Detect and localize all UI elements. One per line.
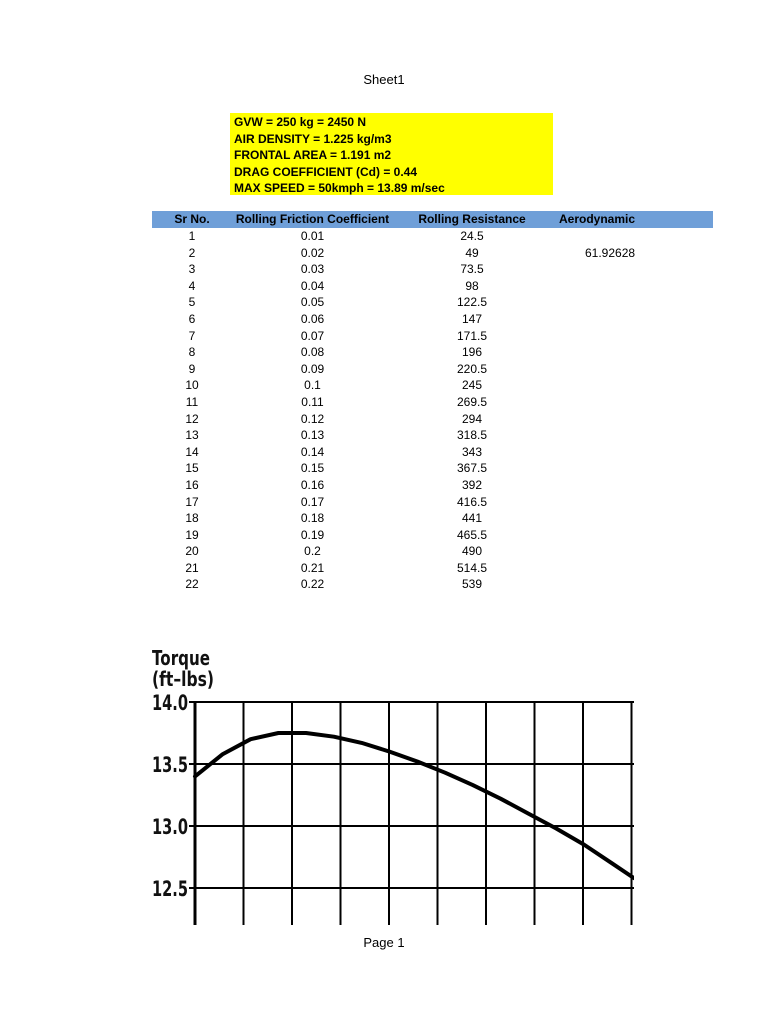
parameters-box: [230, 113, 553, 195]
cell-sr-no: 2: [188, 245, 196, 260]
cell-rolling-friction: 0.19: [300, 527, 325, 542]
param-gvw: GVW = 250 kg = 2450 N: [234, 115, 367, 129]
table-header: [152, 211, 713, 228]
cell-rolling-friction: 0.08: [300, 345, 325, 360]
table-row: [152, 261, 713, 278]
header-rolling-friction: Rolling Friction Coefficient: [235, 212, 390, 226]
cell-rolling-resistance: 343: [461, 444, 483, 459]
cell-sr-no: 6: [188, 311, 196, 326]
table-row: [152, 477, 713, 494]
cell-sr-no: 9: [188, 361, 196, 376]
table-row: [152, 377, 713, 394]
cell-rolling-resistance: 98: [465, 278, 479, 293]
cell-rolling-friction: 0.21: [300, 560, 325, 575]
table-row: [152, 510, 713, 527]
table-row: [152, 494, 713, 511]
cell-sr-no: 5: [188, 295, 196, 310]
cell-sr-no: 4: [188, 278, 196, 293]
table-row: [152, 444, 713, 461]
cell-sr-no: 10: [185, 378, 199, 393]
table-body: [152, 228, 713, 593]
table-row: [152, 543, 713, 560]
cell-rolling-resistance: 147: [461, 311, 483, 326]
param-frontal-area: FRONTAL AREA = 1.191 m2: [234, 148, 392, 163]
cell-rolling-resistance: 367.5: [456, 461, 488, 476]
y-tick-label: 12.5: [152, 877, 188, 901]
cell-sr-no: 21: [185, 560, 199, 575]
data-table: [152, 211, 713, 593]
cell-rolling-resistance: 49: [465, 245, 479, 260]
cell-sr-no: 8: [188, 345, 196, 360]
cell-rolling-friction: 0.05: [300, 295, 325, 310]
cell-sr-no: 7: [188, 328, 196, 343]
cell-rolling-resistance: 269.5: [456, 394, 488, 409]
cell-rolling-friction: 0.13: [300, 428, 325, 443]
cell-rolling-friction: 0.18: [300, 511, 325, 526]
cell-sr-no: 15: [185, 461, 199, 476]
cell-sr-no: 3: [188, 262, 196, 277]
cell-rolling-resistance: 171.5: [456, 328, 488, 343]
cell-rolling-friction: 0.15: [300, 461, 325, 476]
cell-rolling-friction: 0.09: [300, 361, 325, 376]
cell-rolling-friction: 0.06: [300, 311, 325, 326]
table-row: [152, 344, 713, 361]
table-row: [152, 361, 713, 378]
param-max-speed: MAX SPEED = 50kmph = 13.89 m/sec: [234, 181, 445, 196]
table-row: [152, 228, 713, 245]
cell-rolling-friction: 0.1: [304, 378, 321, 393]
cell-sr-no: 12: [185, 411, 199, 426]
cell-sr-no: 22: [185, 577, 199, 592]
cell-rolling-friction: 0.11: [301, 394, 324, 409]
table-row: [152, 560, 713, 577]
cell-rolling-resistance: 416.5: [456, 494, 488, 509]
cell-rolling-friction: 0.17: [300, 494, 325, 509]
table-row: [152, 411, 713, 428]
table-row: [152, 576, 713, 593]
cell-sr-no: 14: [185, 444, 199, 459]
page-title: Sheet1: [363, 72, 405, 87]
cell-sr-no: 16: [185, 477, 199, 492]
cell-rolling-resistance: 196: [461, 345, 483, 360]
table-row: [152, 527, 713, 544]
table-row: [152, 311, 713, 328]
cell-rolling-resistance: 24.5: [460, 229, 484, 243]
cell-rolling-friction: 0.22: [300, 577, 325, 592]
y-tick-label: 13.5: [152, 753, 188, 777]
cell-rolling-friction: 0.12: [300, 411, 325, 426]
cell-aerodynamic: 61.92628: [585, 245, 636, 260]
table-row: [152, 294, 713, 311]
cell-rolling-resistance: 465.5: [456, 527, 488, 542]
cell-sr-no: 19: [185, 527, 199, 542]
cell-rolling-friction: 0.16: [300, 477, 325, 492]
cell-rolling-resistance: 294: [461, 411, 483, 426]
table-row: [152, 328, 713, 345]
page-footer: Page 1: [363, 935, 405, 950]
cell-sr-no: 13: [185, 428, 199, 443]
y-tick-label: 13.0: [152, 815, 188, 839]
y-tick-label: 14.0: [152, 691, 188, 715]
header-rolling-resistance: Rolling Resistance: [418, 212, 526, 226]
cell-sr-no: 17: [185, 494, 199, 509]
cell-rolling-friction: 0.14: [300, 444, 325, 459]
cell-rolling-resistance: 318.5: [456, 428, 488, 443]
table-row: [152, 427, 713, 444]
param-air-density: AIR DENSITY = 1.225 kg/m3: [234, 131, 392, 146]
table-row: [152, 460, 713, 477]
y-axis-unit-label: (ft–lbs): [152, 667, 214, 691]
cell-rolling-resistance: 514.5: [456, 560, 488, 575]
cell-rolling-resistance: 245: [461, 378, 483, 393]
cell-sr-no: 18: [185, 511, 199, 526]
cell-sr-no: 1: [188, 229, 196, 243]
torque-chart: [150, 640, 634, 925]
cell-rolling-friction: 0.2: [304, 544, 321, 559]
cell-rolling-resistance: 441: [461, 511, 483, 526]
cell-sr-no: 20: [185, 544, 199, 559]
param-drag-coefficient: DRAG COEFFICIENT (Cd) = 0.44: [234, 164, 418, 179]
cell-rolling-resistance: 539: [461, 577, 483, 592]
cell-rolling-friction: 0.03: [300, 262, 325, 277]
cell-rolling-friction: 0.01: [300, 229, 325, 243]
header-sr-no: Sr No.: [174, 212, 210, 226]
table-row: [152, 394, 713, 411]
table-row: [152, 278, 713, 295]
header-aerodynamic: Aerodynamic: [559, 212, 636, 226]
torque-curve: [195, 733, 634, 878]
cell-rolling-resistance: 392: [461, 477, 483, 492]
cell-rolling-resistance: 73.5: [460, 262, 484, 277]
cell-rolling-friction: 0.02: [300, 245, 325, 260]
y-axis-label: Torque: [152, 646, 210, 670]
table-row: [152, 245, 713, 262]
cell-rolling-resistance: 220.5: [456, 361, 488, 376]
cell-rolling-resistance: 490: [461, 544, 483, 559]
cell-rolling-friction: 0.07: [300, 328, 325, 343]
cell-rolling-friction: 0.04: [300, 278, 325, 293]
cell-sr-no: 11: [185, 394, 199, 409]
cell-rolling-resistance: 122.5: [456, 295, 488, 310]
